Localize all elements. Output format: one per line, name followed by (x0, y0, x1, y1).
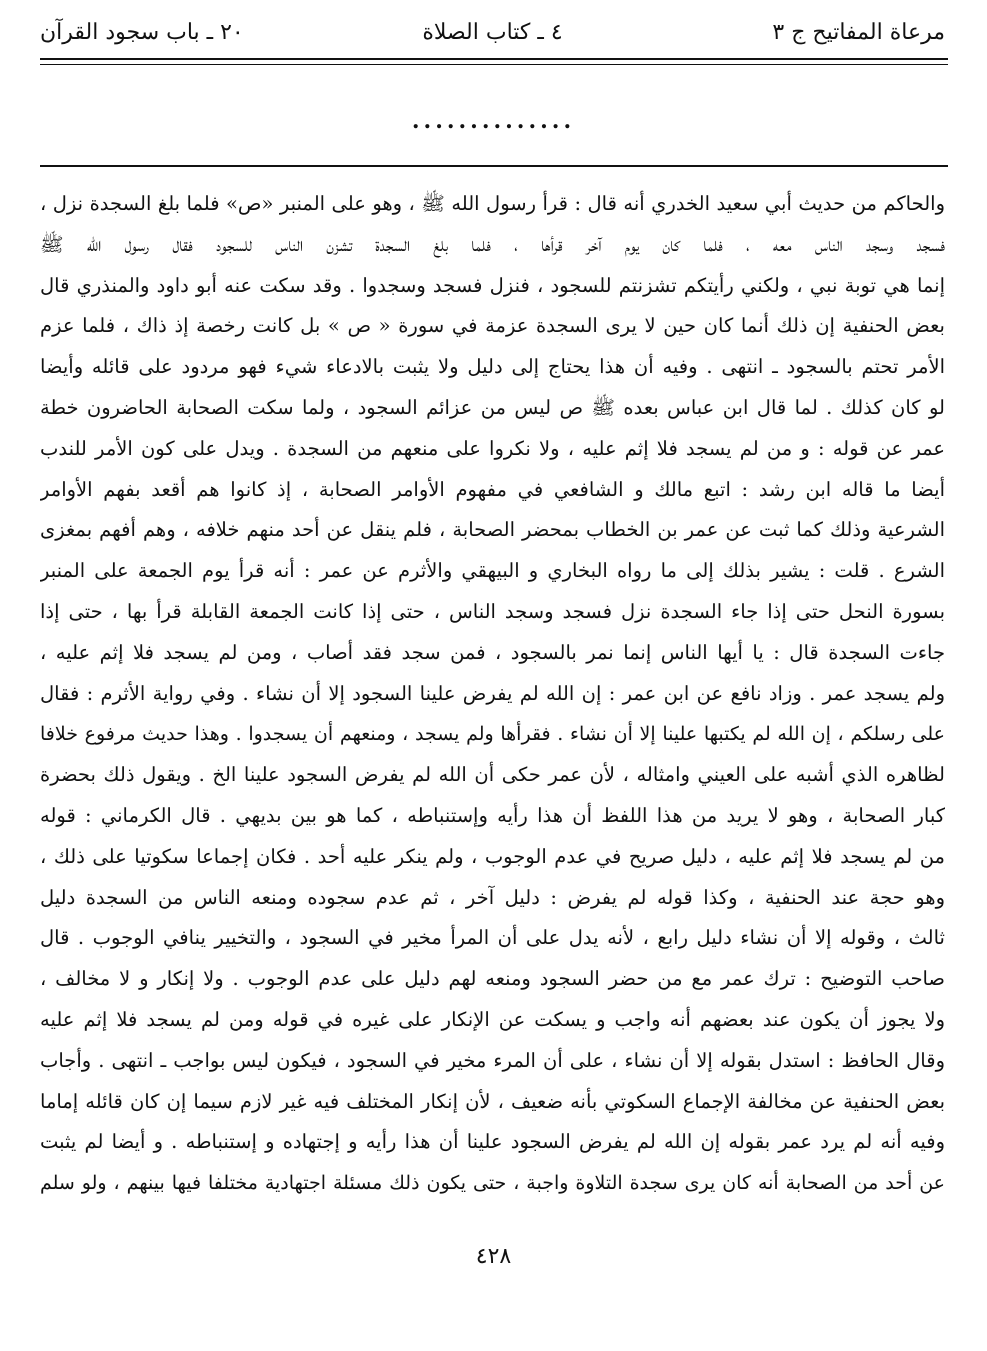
text-line: الشرع . قلت : يشير بذلك إلى ما رواه البخاري و البيهقي والأثرم عن عمر : أنه قرأ يوم الجمعة على المنبر (40, 559, 945, 583)
text-line: وفيه أنه لم يرد عمر بقوله إن الله لم يفرض السجود علينا أن هذا رأيه و إجتهاده و إستنباطه . و أيضا لم يثبت (40, 1130, 945, 1154)
text-line: بعض الحنفية إن ذلك أنما كان حين لا يرى السجدة عزمة في سورة « ص » بل كانت رخصة إذ ذاك ، فلما عزم (40, 314, 945, 338)
text-line: وقال الحافظ : استدل بقوله إلا أن نشاء ، على أن المرء مخير في السجود ، فيكون ليس بواجب ـ انتهى . وأجاب (40, 1048, 945, 1072)
header-rule-thick (40, 58, 948, 60)
header-section-title: ٢٠ ـ باب سجود القرآن (40, 20, 244, 45)
text-line: ولم يسجد عمر . وزاد نافع عن ابن عمر : إن الله لم يفرض علينا السجود إلا أن نشاء . وفي رواية الأثرم : فقال (40, 681, 945, 705)
text-line: أيضا ما قاله ابن رشد : اتبع مالك و الشافعي في مفهوم الأوامر الصحابة ، إذ كانوا هم أقعد بفهم الأوامر (40, 477, 945, 501)
running-header (40, 16, 945, 56)
text-line: ثالث ، وقوله إلا أن نشاء دليل رابع ، لأنه يدل على أن المرأ مخير في السجود ، والتخيير ينافي الوجوب . قال (40, 926, 945, 950)
header-chapter-title: ٤ ـ كتاب الصلاة (422, 20, 563, 45)
text-line: لظاهره الذي أشبه على العيني وامثاله ، لأن عمر حكى أن الله لم يفرض السجود علينا الخ . ويقول ذلك بحضرة (40, 763, 945, 787)
text-line: والحاكم من حديث أبي سعيد الخدري أنه قال : قرأ رسول الله ﷺ ، وهو على المنبر «ص» فلما بلغ السجدة نزل ، (40, 192, 945, 215)
text-line: إنما هي توبة نبي ، ولكني رأيتكم تشزنتم للسجود ، فنزل فسجد وسجدوا . وقد سكت عنه أبو داود والمنذري قال (40, 273, 945, 297)
text-line: ولا يجوز أن يكون عند بعضهم أنه واجب و يسكت عن الإنكار على غيره في قوله ومن لم يسجد فلا إثم عليه (40, 1007, 945, 1031)
text-line: صاحب التوضيح : ترك عمر مع من حضر السجود ومنعه لهم دليل على عدم الوجوب . ولا إنكار و لا مخالف ، (40, 967, 945, 991)
text-line: جاءت السجدة قال : يا أيها الناس إنما نمر بالسجود ، فمن سجد فقد أصاب ، ومن لم يسجد فلا إثم عليه ، (40, 640, 945, 664)
text-top-rule (40, 165, 948, 167)
header-book-title: مرعاة المفاتيح ج ٣ (772, 20, 945, 45)
text-line: وهو حجة عند الحنفية ، وكذا قوله لم يفرض : دليل آخر ، ثم عدم سجوده ومنعه الناس من السجدة دليل (40, 885, 945, 909)
text-line: الشرعية وذلك كما ثبت عن عمر بن الخطاب بمحضر الصحابة ، فلم ينقل عن أحد منهم خلافه ، وهم أفهم بمغزى (40, 518, 945, 542)
text-line: عن أحد من الصحابة أنه كان يرى سجدة التلاوة واجبة ، حتى يكون ذلك مسئلة اجتهادية مختلفا فيها بينهم ، ولو سلم (40, 1172, 945, 1195)
text-line: بعض الحنفية عن مخالفة الإجماع السكوتي بأنه ضعيف ، لأن إنكار المختلف فيه غير لازم سيما إن كان قائله إماما (40, 1089, 945, 1113)
body-text (40, 184, 945, 1204)
text-line: فسجد وسجد الناس معه ، فلما كان يوم آخر قرأها ، فلما بلغ السجدة تشزن الناس للسجود فقال رسول الله ﷺ (40, 232, 945, 256)
text-line: بسورة النحل حتى إذا جاء السجدة نزل فسجد وسجد الناس ، حتى إذا كانت الجمعة القابلة قرأ بها ، حتى إذا (40, 599, 945, 623)
section-separator-dots: .............. (411, 108, 576, 134)
text-line: من لم يسجد فلا إثم عليه ، دليل صريح في عدم الوجوب ، ولم ينكر عليه أحد . فكان إجماعا سكوتيا على ذلك ، (40, 844, 945, 868)
text-line: عمر عن قوله : و من لم يسجد فلا إثم عليه ، ولا نكروا على منعهم من السجدة . ويدل على كون الأمر للندب (40, 436, 945, 460)
text-line: على رسلكم ، إن الله لم يكتبها علينا إلا أن نشاء . فقرأها ولم يسجد ، ومنعهم أن يسجدوا . وهذا حديث مرفوع خلافا (40, 723, 945, 746)
page-number: ٤٢٨ (475, 1244, 512, 1269)
text-line: لو كان كذلك . لما قال ابن عباس بعده ﷺ ص ليس من عزائم السجود ، ولما سكت الصحابة الحاضرون خطة (40, 395, 945, 419)
text-line: الأمر تحتم بالسجود ـ انتهى . وفيه أن هذا يحتاج إلى دليل ولا يثبت بالادعاء شيء فهو مردود على قائله وأيضا (40, 355, 945, 379)
text-line: كبار الصحابة ، وهو لا يريد من هذا اللفظ أن هذا رأيه وإستنباطه ، كما هو بين بديهي . قال الكرماني : قوله (40, 803, 945, 827)
header-rule-thin (40, 64, 948, 65)
